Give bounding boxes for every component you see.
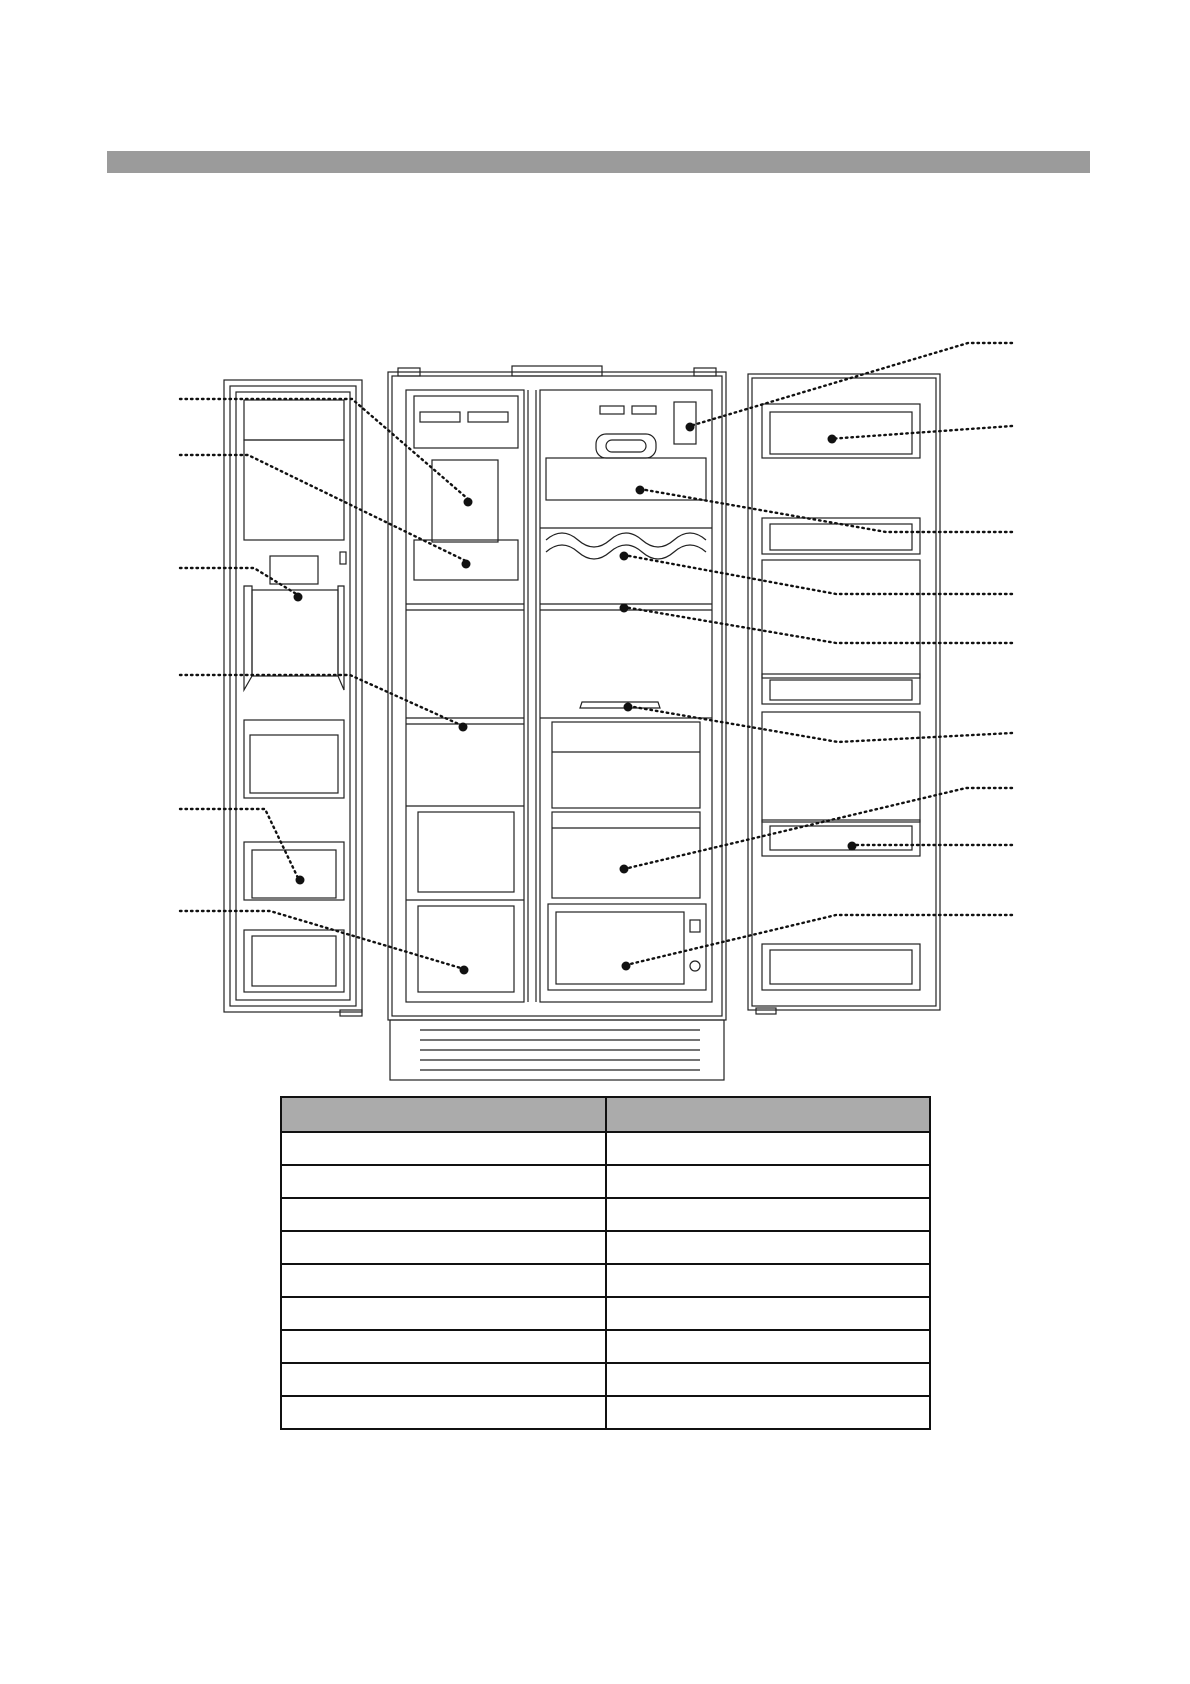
table-cell [606,1297,931,1330]
callout-line-11 [624,607,1012,643]
callout-dot-9 [636,486,645,495]
callout-dot-5 [296,876,305,885]
table-cell [606,1396,931,1429]
table-row [281,1297,930,1330]
callout-line-3 [180,568,298,595]
callout-dot-11 [620,604,629,613]
table-cell [606,1165,931,1198]
callout-dot-12 [624,703,633,712]
table-cell [281,1132,606,1165]
table-row [281,1165,930,1198]
callout-line-10 [624,555,1012,594]
table-cell [606,1330,931,1363]
callout-line-7 [690,343,1012,426]
table-cell [281,1297,606,1330]
callout-dot-7 [686,423,695,432]
right-door [748,374,940,1014]
left-door [224,380,362,1016]
callout-line-2 [180,455,466,561]
table-row [281,1330,930,1363]
table-cell [281,1396,606,1429]
callout-dot-3 [294,593,303,602]
parts-table-header-cell [606,1097,931,1132]
table-cell [606,1264,931,1297]
callout-dot-13 [620,865,629,874]
parts-table-header-row [281,1097,930,1132]
table-row [281,1198,930,1231]
table-row [281,1363,930,1396]
table-cell [606,1198,931,1231]
table-cell [606,1231,931,1264]
callout-dot-6 [460,966,469,975]
callout-line-1 [180,399,468,499]
table-row [281,1132,930,1165]
callout-dot-14 [848,842,857,851]
table-cell [281,1165,606,1198]
callout-dot-15 [622,962,631,971]
parts-table [280,1096,931,1430]
table-cell [606,1363,931,1396]
table-cell [281,1330,606,1363]
callout-line-9 [640,489,1012,532]
table-row [281,1396,930,1429]
callout-line-5 [180,809,298,878]
table-row [281,1231,930,1264]
callout-dot-1 [464,498,473,507]
table-cell [281,1264,606,1297]
callout-dot-8 [828,435,837,444]
callout-dot-4 [459,723,468,732]
callout-dot-2 [462,560,471,569]
table-cell [281,1363,606,1396]
table-row [281,1264,930,1297]
table-cell [606,1132,931,1165]
callout-dot-10 [620,552,629,561]
table-cell [281,1198,606,1231]
callout-line-6 [180,911,464,969]
parts-table-header-cell [281,1097,606,1132]
table-cell [281,1231,606,1264]
